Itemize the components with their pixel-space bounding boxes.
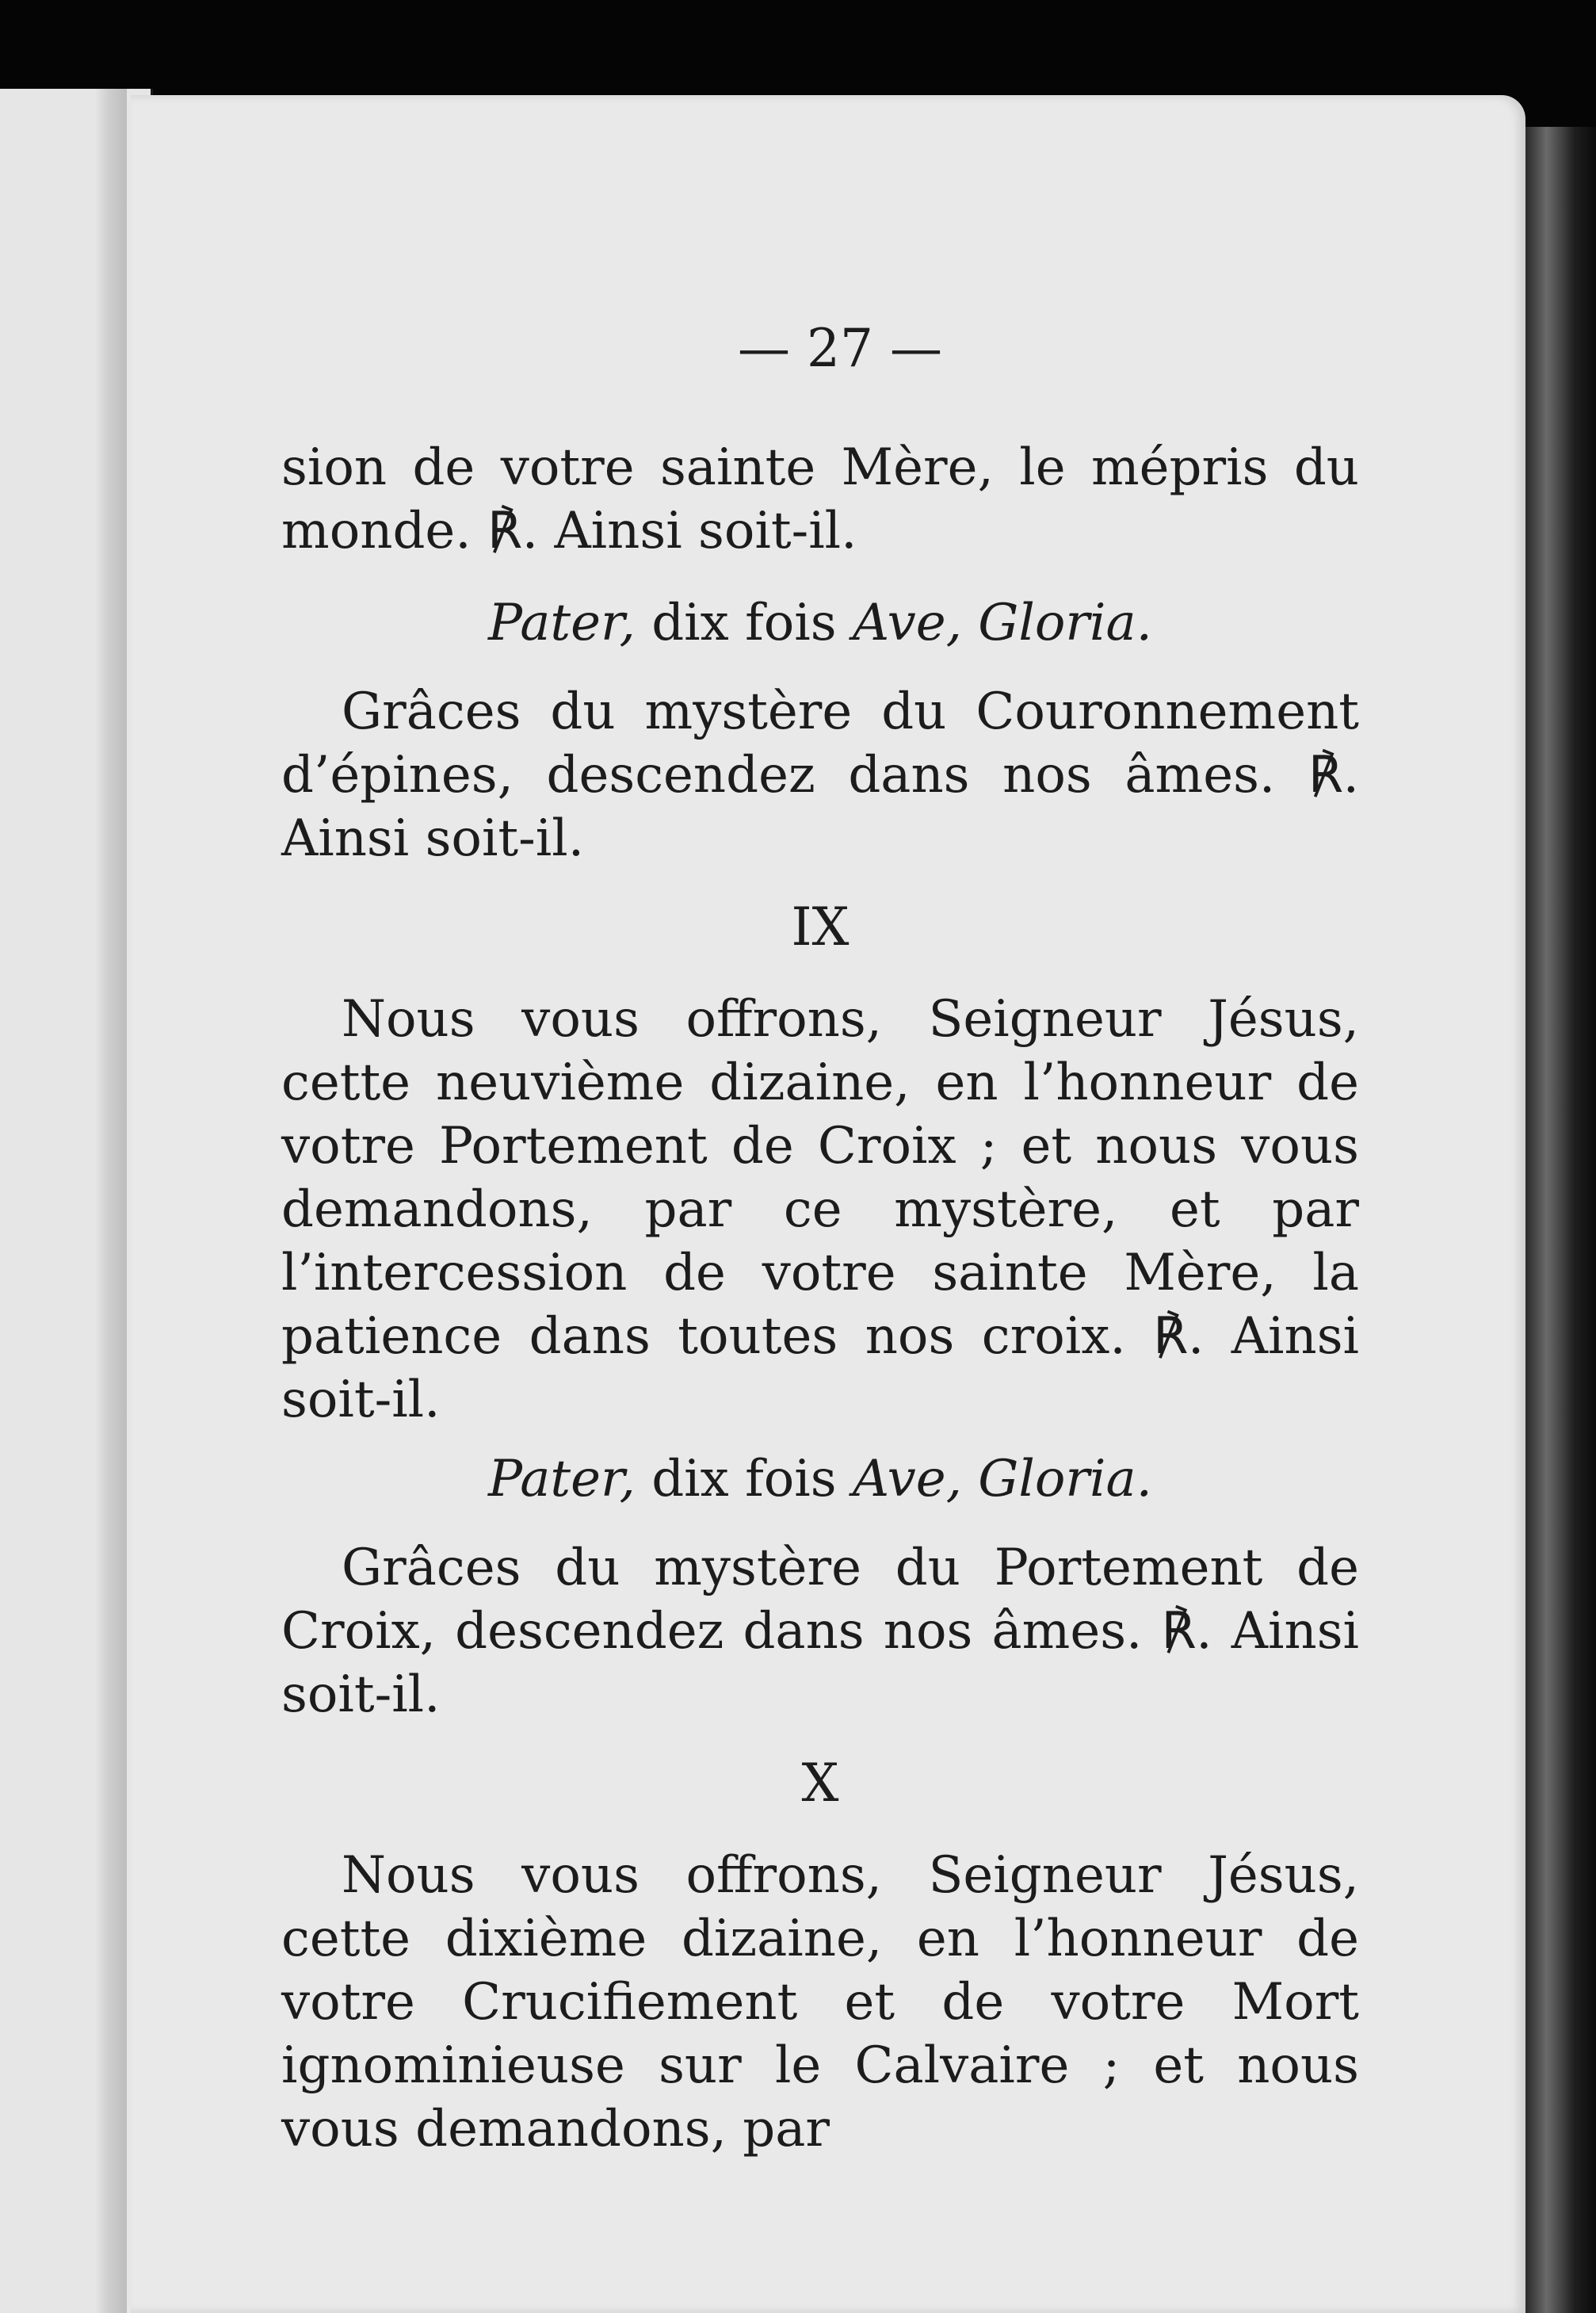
paragraph-4: Grâces du mystère du Portement de Croix, descendez dans nos âmes. ℟. Ainsi soit-il. (281, 1539, 1359, 1724)
paragraph-3: Nous vous offrons, Seigneur Jésus, cette neuvième dizaine, en l’honneur de votre Portement de Croix ; et nous vous demandons, par ce mystère, et par l’intercession de votre sainte Mère, la patience dans toutes nos croix. ℟. Ainsi soit-il. (281, 990, 1359, 1429)
rubric-2-middle: dix fois (635, 1450, 853, 1508)
paragraph-5: Nous vous offrons, Seigneur Jésus, cette dixième dizaine, en l’honneur de votre Crucifiement et de votre Mort ignominieuse sur le Calvaire ; et nous vous demandons, par (281, 1846, 1359, 2158)
paragraph-2: Grâces du mystère du Couronnement d’épines, descendez dans nos âmes. ℟. Ainsi soit-il. (281, 682, 1359, 868)
rubric-1-middle: dix fois (635, 594, 853, 652)
book-gutter (95, 89, 127, 2313)
rubric-1-ave: Ave, Gloria. (852, 594, 1152, 652)
rubric-2 (281, 1447, 1359, 1511)
section-numeral-x: X (801, 1753, 839, 1814)
section-numeral-ix: IX (791, 897, 850, 958)
page-stack-edge (1525, 127, 1596, 2313)
rubric-2-pater: Pater, (488, 1450, 636, 1508)
rubric-1-pater: Pater, (488, 594, 636, 652)
rubric-1 (281, 591, 1359, 655)
rubric-2-ave: Ave, Gloria. (852, 1450, 1152, 1508)
paragraph-1: sion de votre sainte Mère, le mépris du monde. ℟. Ainsi soit-il. (281, 438, 1359, 560)
page-number: — 27 — (738, 318, 942, 379)
page-text (281, 317, 1359, 2161)
